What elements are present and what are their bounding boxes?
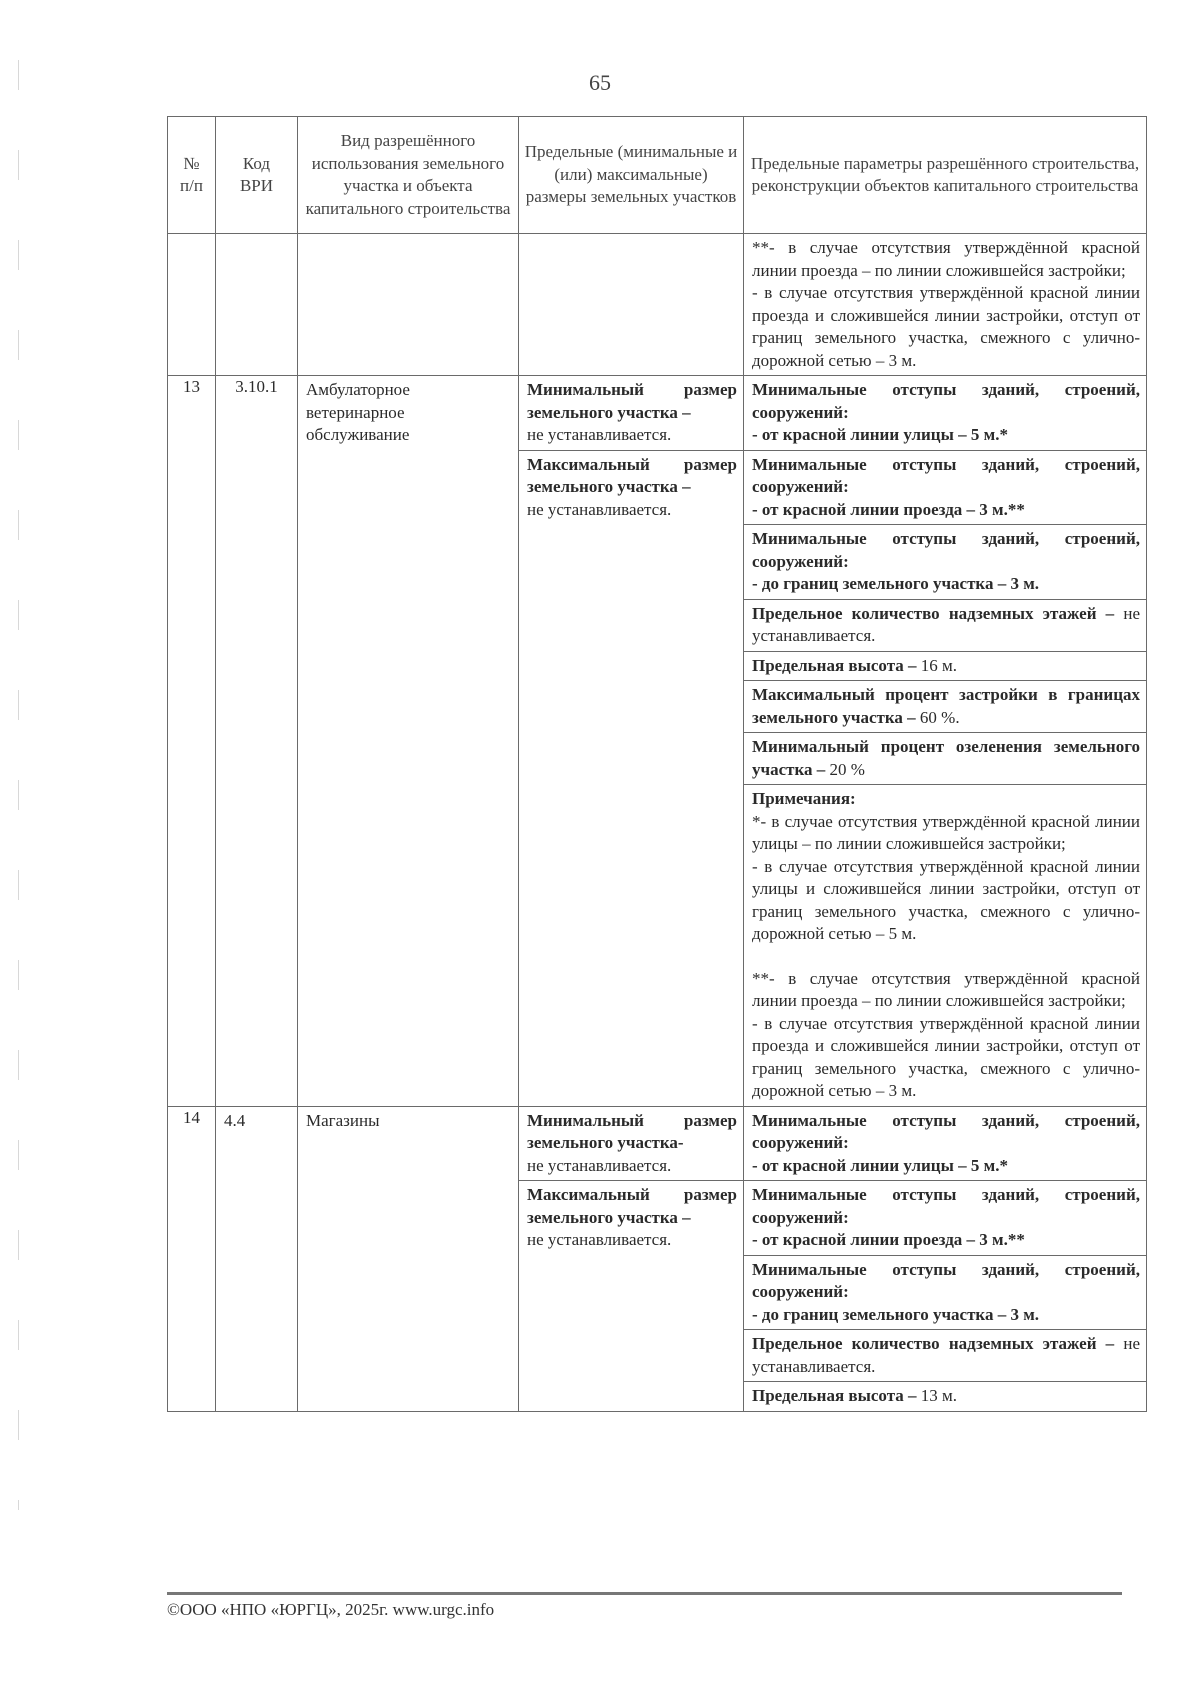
- row-14-code: 4.4: [216, 1106, 298, 1411]
- row-13-param-3-label: Минимальные отступы зданий, строений, сооружений:: [752, 529, 1140, 571]
- row-14-param-4-value: не устанавливается.: [752, 1334, 1140, 1376]
- row-14-param-4-label: Предельное количество надземных этажей –: [752, 1334, 1115, 1353]
- row-13-note-a: *- в случае отсутствия утверждённой красной линии улицы – по линии сложившейся застройки; - в случае отсутствия утверждённой красной линии улицы и сложившейся линии застройки, отступ от границ земельного участка, смежного с улично-дорожной сетью – 5 м.: [752, 811, 1140, 943]
- row-13-max-size: [519, 450, 744, 1106]
- row-14-param-3: [744, 1255, 1147, 1330]
- header-number: № п/п: [168, 117, 216, 234]
- row-13-min-size-label: Минимальный размер земельного участка –: [527, 380, 737, 422]
- row-13-param-2-value: - от красной линии проезда – 3 м.**: [752, 499, 1025, 519]
- row-14-number: 14: [168, 1106, 216, 1411]
- row-13-param-6-value: 60 %.: [915, 707, 960, 727]
- table-header-row: [168, 117, 1147, 234]
- row-13-param-3: [744, 525, 1147, 600]
- continuation-note: **- в случае отсутствия утверждённой красной линии проезда – по линии сложившейся застройки; - в случае отсутствия утверждённой красной линии проезда и сложившейся линии застройки, отступ от границ земельного участка, смежного с улично-дорожной сетью – 3 м.: [744, 234, 1147, 376]
- row-13-min-size-value: не устанавливается.: [527, 425, 672, 444]
- cell-empty: [519, 234, 744, 376]
- scan-edge-marks: [18, 60, 19, 1510]
- row-14-max-size-label: Максимальный размер земельного участка –: [527, 1185, 737, 1227]
- regulation-table: [167, 116, 1147, 1412]
- row-13-max-size-value: не устанавливается.: [527, 499, 672, 519]
- row-13-param-7-label: Минимальный процент озеленения земельного участка –: [752, 737, 1140, 779]
- row-14-param-3-label: Минимальные отступы зданий, строений, сооружений:: [752, 1259, 1140, 1301]
- table-row-continuation: [168, 234, 1147, 376]
- note-spacer: [752, 946, 1140, 968]
- row-13-notes-title: Примечания:: [752, 789, 856, 808]
- row-13-param-1-value: - от красной линии улицы – 5 м.*: [752, 425, 1008, 444]
- row-13-param-7: [744, 733, 1147, 785]
- row-14-min-size-value: не устанавливается.: [527, 1155, 672, 1175]
- row-13-param-4-label: Предельное количество надземных этажей –: [752, 603, 1115, 623]
- row-14-param-1-value: - от красной линии улицы – 5 м.*: [752, 1155, 1008, 1175]
- cell-empty: [216, 234, 298, 376]
- row-13-param-6-label: Максимальный процент застройки в границах земельного участка –: [752, 685, 1140, 727]
- row-13-kind: Амбулаторное ветеринарное обслуживание: [298, 376, 519, 1107]
- row-13-param-5-label: Предельная высота –: [752, 655, 917, 675]
- row-14-kind: Магазины: [298, 1106, 519, 1411]
- row-14-param-2: [744, 1181, 1147, 1256]
- table-row-13: [168, 376, 1147, 451]
- row-14-param-1-label: Минимальные отступы зданий, строений, сооружений:: [752, 1110, 1140, 1152]
- row-13-param-5-value: 16 м.: [916, 655, 958, 675]
- footer-rule: [167, 1592, 1122, 1595]
- row-14-max-size-value: не устанавливается.: [527, 1230, 672, 1249]
- table-row-14: [168, 1106, 1147, 1181]
- row-13-param-4-value: не устанавливается.: [752, 603, 1140, 645]
- cell-empty: [298, 234, 519, 376]
- row-13-param-2-label: Минимальные отступы зданий, строений, сооружений:: [752, 454, 1140, 496]
- footer-copyright: ©ООО «НПО «ЮРГЦ», 2025г. www.urgc.info: [167, 1600, 495, 1619]
- row-13-code: 3.10.1: [216, 376, 298, 1107]
- row-13-param-7-value: 20 %: [825, 759, 865, 779]
- row-14-param-3-value: - до границ земельного участка – 3 м.: [752, 1304, 1040, 1324]
- row-13-max-size-label: Максимальный размер земельного участка –: [527, 454, 737, 496]
- row-13-param-1-label: Минимальные отступы зданий, строений, сооружений:: [752, 380, 1140, 422]
- row-13-min-size: [519, 376, 744, 451]
- row-14-min-size-label: Минимальный размер земельного участка-: [527, 1110, 737, 1152]
- row-13-param-1: [744, 376, 1147, 451]
- row-14-param-5-value: 13 м.: [916, 1386, 958, 1405]
- row-14-min-size: [519, 1106, 744, 1181]
- row-13-param-2: [744, 450, 1147, 525]
- row-13-notes: [744, 785, 1147, 1107]
- header-kind: Вид разрешённого использования земельного участка и объекта капитального строительства: [298, 117, 519, 234]
- row-13-number: 13: [168, 376, 216, 1107]
- row-14-max-size: [519, 1181, 744, 1412]
- row-13-param-6: [744, 681, 1147, 733]
- row-14-param-2-value: - от красной линии проезда – 3 м.**: [752, 1230, 1025, 1249]
- row-13-param-5: [744, 651, 1147, 681]
- row-13-param-4: [744, 599, 1147, 651]
- row-14-param-5-label: Предельная высота –: [752, 1386, 917, 1405]
- row-14-param-5: [744, 1382, 1147, 1412]
- row-14-param-4: [744, 1330, 1147, 1382]
- header-params: Предельные параметры разрешённого строительства, реконструкции объектов капитального строительства: [744, 117, 1147, 234]
- row-14-param-1: [744, 1106, 1147, 1181]
- header-sizes: Предельные (минимальные и (или) максимальные) размеры земельных участков: [519, 117, 744, 234]
- row-14-param-2-label: Минимальные отступы зданий, строений, сооружений:: [752, 1185, 1140, 1227]
- page-number: 65: [589, 70, 611, 95]
- header-code: Код ВРИ: [216, 117, 298, 234]
- row-13-param-3-value: - до границ земельного участка – 3 м.: [752, 574, 1040, 593]
- row-13-note-b: **- в случае отсутствия утверждённой красной линии проезда – по линии сложившейся застройки; - в случае отсутствия утверждённой красной линии проезда и сложившейся линии застройки, отступ от границ земельного участка, смежного с улично-дорожной сетью – 3 м.: [752, 968, 1140, 1100]
- cell-empty: [168, 234, 216, 376]
